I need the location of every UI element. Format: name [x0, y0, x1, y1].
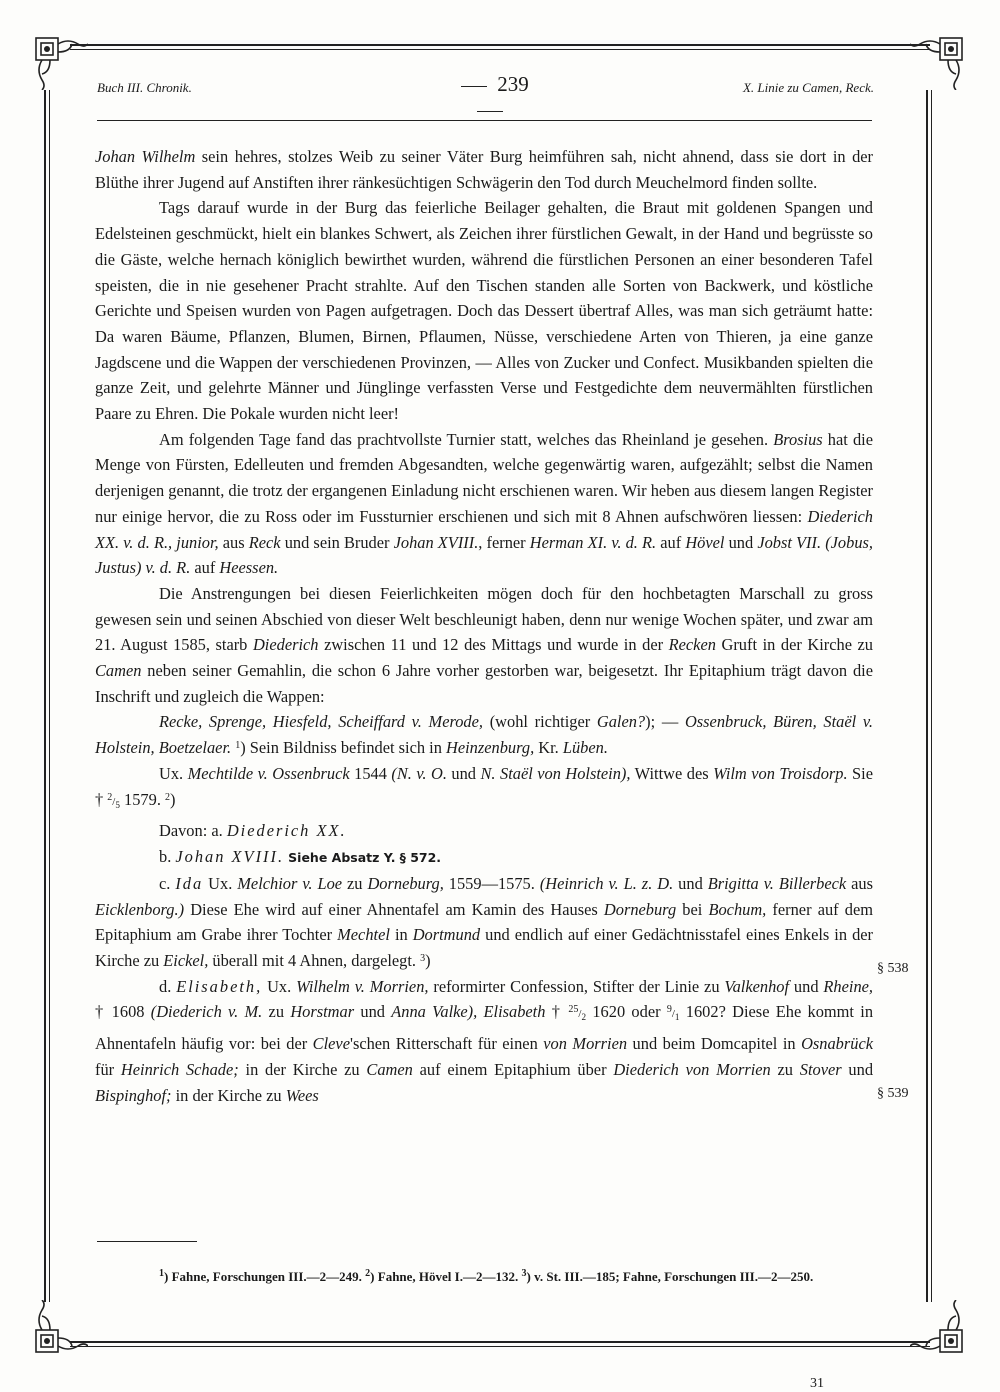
paragraph: Johan Wilhelm sein hehres, stolzes Weib zu seiner Väter Burg heimführen sah, nicht ahnend, dass sie dort in der Blüthe ihrer Jugend auf Anstiften ihrer ränkesüchtigen Schwägerin den Tod durch Meuchelmord finden sollte.	[95, 147, 873, 192]
running-head-left: Buch III. Chronik.	[97, 80, 192, 95]
footnotes	[95, 1268, 873, 1286]
frame-rule	[44, 90, 46, 1302]
frame-rule	[931, 90, 932, 1302]
paragraph: d. Elisabeth, Ux. Wilhelm v. Morrien, reformirter Confession, Stifter der Linie zu Valkenhof und Rheine, † 1608 (Diederich v. M. zu Horstmar und Anna Valke), Elisabeth † $^{25}/_2$ 1620 oder $^9/_1$ 1602? Diese Ehe kommt in Ahnentafeln häufig vor: bei der Cleve'schen Ritterschaft für einen von Morrien und beim Domcapitel in Osnabrück für Heinrich Schade; in der Kirche zu Camen auf einem Epitaphium über Diederich von Morrien zu Stover und Bispinghof; in der Kirche zu Wees	[95, 976, 874, 1105]
corner-ornament-icon	[28, 30, 88, 90]
running-head-right: X. Linie zu Camen, Reck.	[742, 80, 874, 95]
paragraph: c. Ida Ux. Melchior v. Loe zu Dorneburg, 1559—1575. (Heinrich v. L. z. D. und Brigitta v. Billerbeck aus Eicklenborg.) Diese Ehe wird auf einer Ahnentafel am Kamin des Hauses Dorneburg bei Bochum, ferner auf dem Epitaphium am Grabe ihrer Tochter Mechtel in Dortmund und endlich auf einer Gedächtnisstafel eines Enkels in der Kirche zu Eickel, überall mit 4 Ahnen, dargelegt. $^3$)	[95, 873, 874, 970]
paragraph: Davon: a. Diederich XX.	[159, 821, 347, 841]
frame-rule	[70, 49, 930, 50]
page-number	[430, 72, 550, 122]
page-number-text: 239	[497, 72, 529, 96]
footnote-rule	[97, 1241, 197, 1242]
footnote: $^1$) Fahne, Forschungen III.—2—249. $^2$) Fahne, Hövel I.—2—132. $^3$) v. St. III.—185; Fahne, Forschungen III.—2—250.	[159, 1268, 814, 1284]
signature-mark: 31	[810, 1376, 824, 1391]
paragraph: Tags darauf wurde in der Burg das feierliche Beilager gehalten, die Braut mit goldenen Spangen und Edelsteinen geschmückt, hielt ein blankes Schwert, als Zeichen ihrer fürstlichen Gewalt, in der Hand und begrüsste so die Gäste, welche hernach königlich bewirthet wurden, während die fürstlichen Personen an einer besonderen Tafel speisten, die in nie gesehener Pracht strahlte. Auf den Tischen standen alle Sorten von Backwerk, und köstliche Gerichte und Speisen wurden von Pagen aufgetragen. Doch das Dessert übertraf Alles, was man sich geträumt hatte: Da waren Bäume, Pflanzen, Blumen, Birnen, Pflaumen, Nüsse, verschiedene Arten von Thieren, ja eine ganze Jagdscene und die Wappen der verschiedenen Provinzen, — Alles von Zucker und Confect. Musikbanden spielten die ganze Zeit, und gelehrte Männer und Jünglinge verfassten Verse und Festgedichte dem neuvermählten fürstlichen Paare zu Ehren. Die Pokale wurden nicht leer!	[95, 198, 873, 424]
dash-rule	[461, 86, 487, 87]
margin-note: § 539	[877, 1086, 909, 1101]
header-rule	[97, 120, 872, 121]
frame-rule	[926, 90, 928, 1302]
paragraph: Am folgenden Tage fand das prachtvollste Turnier statt, welches das Rheinland je gesehen. Brosius hat die Menge von Fürsten, Edelleuten und fremden Abgesandten, welche gegenwärtig waren, aufgezählt; selbst die Namen derjenigen genannt, die trotz der ergangenen Einladung nicht erschienen waren. Wir heben aus diesem langen Register nur einige hervor, die zu Ross oder im Fussturnier erschienen und sich mit 8 Ahnen aufschwören liessen: Diederich XX. v. d. R., junior, aus Reck und sein Bruder Johan XVIII., ferner Herman XI. v. d. R. auf Hövel und Jobst VII. (Jobus, Justus) v. d. R. auf Heessen.	[95, 429, 873, 578]
paragraph: Ux. Mechtilde v. Ossenbruck 1544 (N. v. O. und N. Staël von Holstein), Wittwe des Wilm von Troisdorp. Sie † $^2/_5$ 1579. $^2$)	[95, 763, 874, 810]
dash-rule	[477, 111, 503, 112]
paragraph: b. Johan XVIII. Siehe Absatz Y. § 572.	[159, 847, 442, 867]
corner-ornament-icon	[910, 30, 970, 90]
frame-rule	[49, 90, 50, 1302]
frame-rule	[70, 1341, 930, 1343]
frame-rule	[70, 44, 930, 46]
body-text	[95, 144, 873, 1108]
corner-ornament-icon	[910, 1300, 970, 1360]
margin-note: § 538	[877, 961, 909, 976]
corner-ornament-icon	[28, 1300, 88, 1360]
frame-rule	[70, 1346, 930, 1347]
paragraph: Recke, Sprenge, Hiesfeld, Scheiffard v. Merode, (wohl richtiger Galen?); — Ossenbruck, Büren, Staël v. Holstein, Boetzelaer. $^1$) Sein Bildniss befindet sich in Heinzenburg, Kr. Lüben.	[95, 712, 874, 758]
paragraph: Die Anstrengungen bei diesen Feierlichkeiten mögen doch für den hochbetagten Marschall zu gross gewesen sein und seinen Abschied von dieser Welt beschleunigt haben, denn nur wenige Wochen später, und zwar am 21. August 1585, starb Diederich zwischen 11 und 12 des Mittags und wurde in der Recken Gruft in der Kirche zu Camen neben seiner Gemahlin, die schon 6 Jahre vorher gestorben war, beigesetzt. Ihr Epitaphium trägt davon die Inschrift und zugleich die Wappen:	[95, 583, 874, 706]
